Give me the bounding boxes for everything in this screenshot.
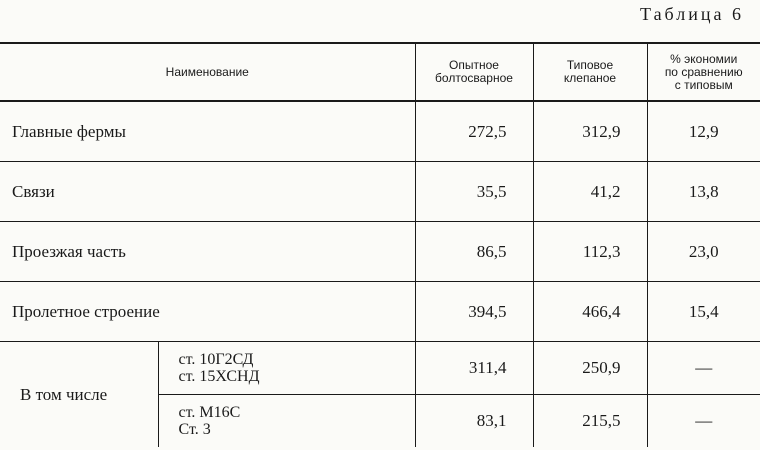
table-row <box>0 222 760 282</box>
value-savings: 23,0 <box>647 222 760 282</box>
header-savings <box>647 43 760 101</box>
header-savings-line1: % экономии <box>670 51 738 66</box>
header-typical-line2: клепаное <box>563 71 617 85</box>
value-typical: 41,2 <box>533 162 647 222</box>
header-name: Наименование <box>0 43 415 101</box>
value-savings: 15,4 <box>647 282 760 342</box>
header-experimental-line1: Опытное <box>449 58 499 72</box>
steel-grades <box>158 395 415 448</box>
value-savings: — <box>647 342 760 395</box>
value-experimental: 83,1 <box>415 395 533 448</box>
row-name: Проезжая часть <box>0 222 415 282</box>
value-typical: 466,4 <box>533 282 647 342</box>
value-experimental: 35,5 <box>415 162 533 222</box>
value-typical: 215,5 <box>533 395 647 448</box>
header-savings-line2: по сравнению <box>664 64 743 79</box>
header-row <box>0 43 760 101</box>
table-row <box>0 101 760 162</box>
value-experimental: 86,5 <box>415 222 533 282</box>
value-typical: 250,9 <box>533 342 647 395</box>
steel-grade: ст. 15ХСНД <box>178 368 260 385</box>
value-savings: 13,8 <box>647 162 760 222</box>
header-experimental-line2: болтосварное <box>435 71 513 85</box>
row-name: Связи <box>0 162 415 222</box>
steel-grade: ст. 10Г2СД <box>178 351 254 368</box>
value-experimental: 394,5 <box>415 282 533 342</box>
table-subrow <box>0 342 760 395</box>
row-name: Главные фермы <box>0 101 415 162</box>
steel-grade: ст. М16С <box>178 404 241 421</box>
table-row <box>0 282 760 342</box>
header-savings-line3: с типовым <box>674 77 733 92</box>
value-experimental: 272,5 <box>415 101 533 162</box>
header-typical <box>533 43 647 101</box>
table-title: Таблица 6 <box>640 4 744 24</box>
comparison-table <box>0 42 760 447</box>
value-savings: 12,9 <box>647 101 760 162</box>
header-typical-line1: Типовое <box>566 58 614 72</box>
value-experimental: 311,4 <box>415 342 533 395</box>
row-name: Пролетное строение <box>0 282 415 342</box>
value-savings: — <box>647 395 760 448</box>
value-typical: 112,3 <box>533 222 647 282</box>
group-label: В том числе <box>20 384 108 404</box>
steel-grade: Ст. 3 <box>178 421 211 438</box>
header-experimental <box>415 43 533 101</box>
value-typical: 312,9 <box>533 101 647 162</box>
table-row <box>0 162 760 222</box>
steel-grades <box>158 342 415 395</box>
